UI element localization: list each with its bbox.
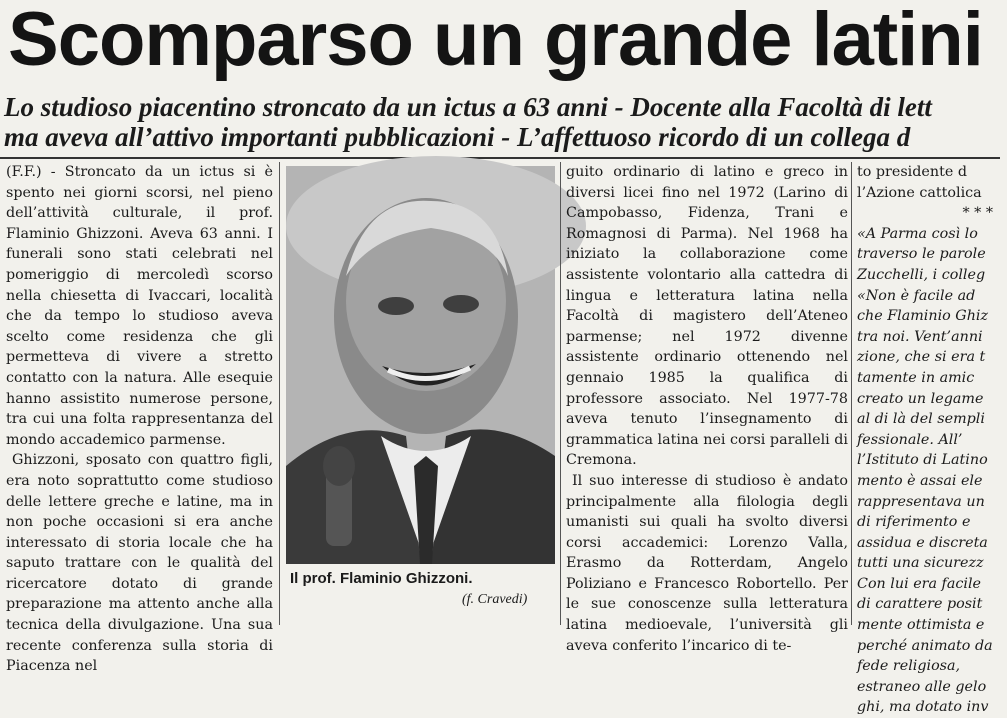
photo-caption: Il prof. Flaminio Ghizzoni.: [290, 570, 473, 587]
text-line: traverso le parole: [857, 246, 986, 263]
text-line: Con lui era facile: [857, 575, 981, 592]
text-line: che Flaminio Ghiz: [857, 308, 989, 325]
portrait-illustration: [286, 166, 555, 564]
text-line: «A Parma così lo: [857, 225, 978, 242]
text-line: di riferimento e: [857, 514, 971, 531]
article-column-1: [6, 162, 273, 675]
text-line: mento è assai ele: [857, 472, 983, 489]
text-line: assidua e discreta: [857, 534, 988, 551]
text-line: rappresentava un: [857, 493, 985, 510]
paragraph: guito ordinario di latino e greco in diversi licei fino nel 1972 (Larino di Campobasso, Fidenza, Trani e Romagnosi di Parma). Nel 1968 ha iniziato la collaborazione come assistente volontario alla cattedra di lingua e letteratura latina nella Facoltà di magistero dell’Ateneo parmense; nel 1972 divenne assistente ordinario ottenendo nel gennaio 1985 la qualifica di professore associato. Nel 1977-78 aveva tenuto l’insegnamento di grammatica latina nei corsi paralleli di Cremona.: [566, 164, 848, 469]
text-line: di carattere posit: [857, 596, 983, 613]
text-line: perché animato da: [857, 637, 993, 654]
text-line: Zucchelli, i colleg: [857, 266, 986, 283]
text-line: l’Istituto di Latino: [857, 452, 988, 469]
text-line: tra noi. Vent’anni: [857, 328, 983, 345]
article-column-4: [857, 162, 1007, 716]
column-divider: [851, 162, 852, 625]
text-line: zione, che si era t: [857, 349, 986, 366]
text-line: mente ottimista e: [857, 617, 985, 634]
article-column-3: [566, 162, 848, 654]
photo-credit: (f. Cravedi): [462, 592, 528, 607]
text-line: creato un legame: [857, 390, 984, 407]
text-line: «Non è facile ad: [857, 287, 976, 304]
text-line: ghi, ma dotato inv: [857, 699, 989, 716]
paragraph: Ghizzoni, sposato con quattro figli, era noto soprattutto come studioso delle lettere greche e latine, ma in non poche occasioni si era anche interessato di storia locale che ha saputo trattare con le qualità del ricercatore dotato di grande preparazione ma attento anche alla tecnica della divulgazione. Una sua recente conferenza sulla storia di Piacenza nel: [6, 452, 273, 675]
text-line: tutti una sicurezz: [857, 555, 984, 572]
column-divider: [279, 162, 280, 625]
portrait-photo: [286, 166, 555, 564]
subheadline-line-2: ma aveva all’attivo importanti pubblicazioni - L’affettuoso ricordo di un collega d: [4, 122, 911, 152]
paragraph: Il suo interesse di studioso è andato principalmente alla filologia degli umanisti sui quali ha svolto diversi corsi accademici: Lorenzo Valla, Erasmo da Rotterdam, Angelo Poliziano e Francesco Robortello. Per le sue conoscenze sulla letteratura latina medioevale, l’università gli aveva conferito l’incarico di te-: [566, 472, 848, 654]
text-line: l’Azione cattolica: [857, 184, 982, 201]
subheadline-line-1: Lo studioso piacentino stroncato da un ictus a 63 anni - Docente alla Facoltà di lett: [4, 92, 932, 122]
text-line: estraneo alle gelo: [857, 678, 987, 695]
text-line: fessionale. All’: [857, 431, 963, 448]
header-rule: [0, 157, 1000, 159]
text-line: to presidente d: [857, 164, 967, 180]
section-separator: * * *: [962, 205, 993, 222]
text-line: fede religiosa,: [857, 658, 961, 675]
column-divider: [560, 162, 561, 625]
text-line: tamente in amic: [857, 369, 975, 386]
paragraph: (F.F.) - Stroncato da un ictus si è spento nei giorni scorsi, nel pieno dell’attività culturale, il prof. Flaminio Ghizzoni. Aveva 63 anni. I funerali sono stati celebrati nel pomeriggio di mercoledì scorso nella chiesetta di Ivaccari, località che da tempo lo studioso aveva scelto come residenza che gli permetteva di vivere a stretto contatto con la natura. Alle esequie hanno assistito numerose persone, tra cui una folta rappresentanza del mondo accademico parmense.: [6, 164, 273, 448]
headline: Scomparso un grande latini: [8, 0, 983, 82]
text-line: al di là del sempli: [857, 411, 985, 428]
